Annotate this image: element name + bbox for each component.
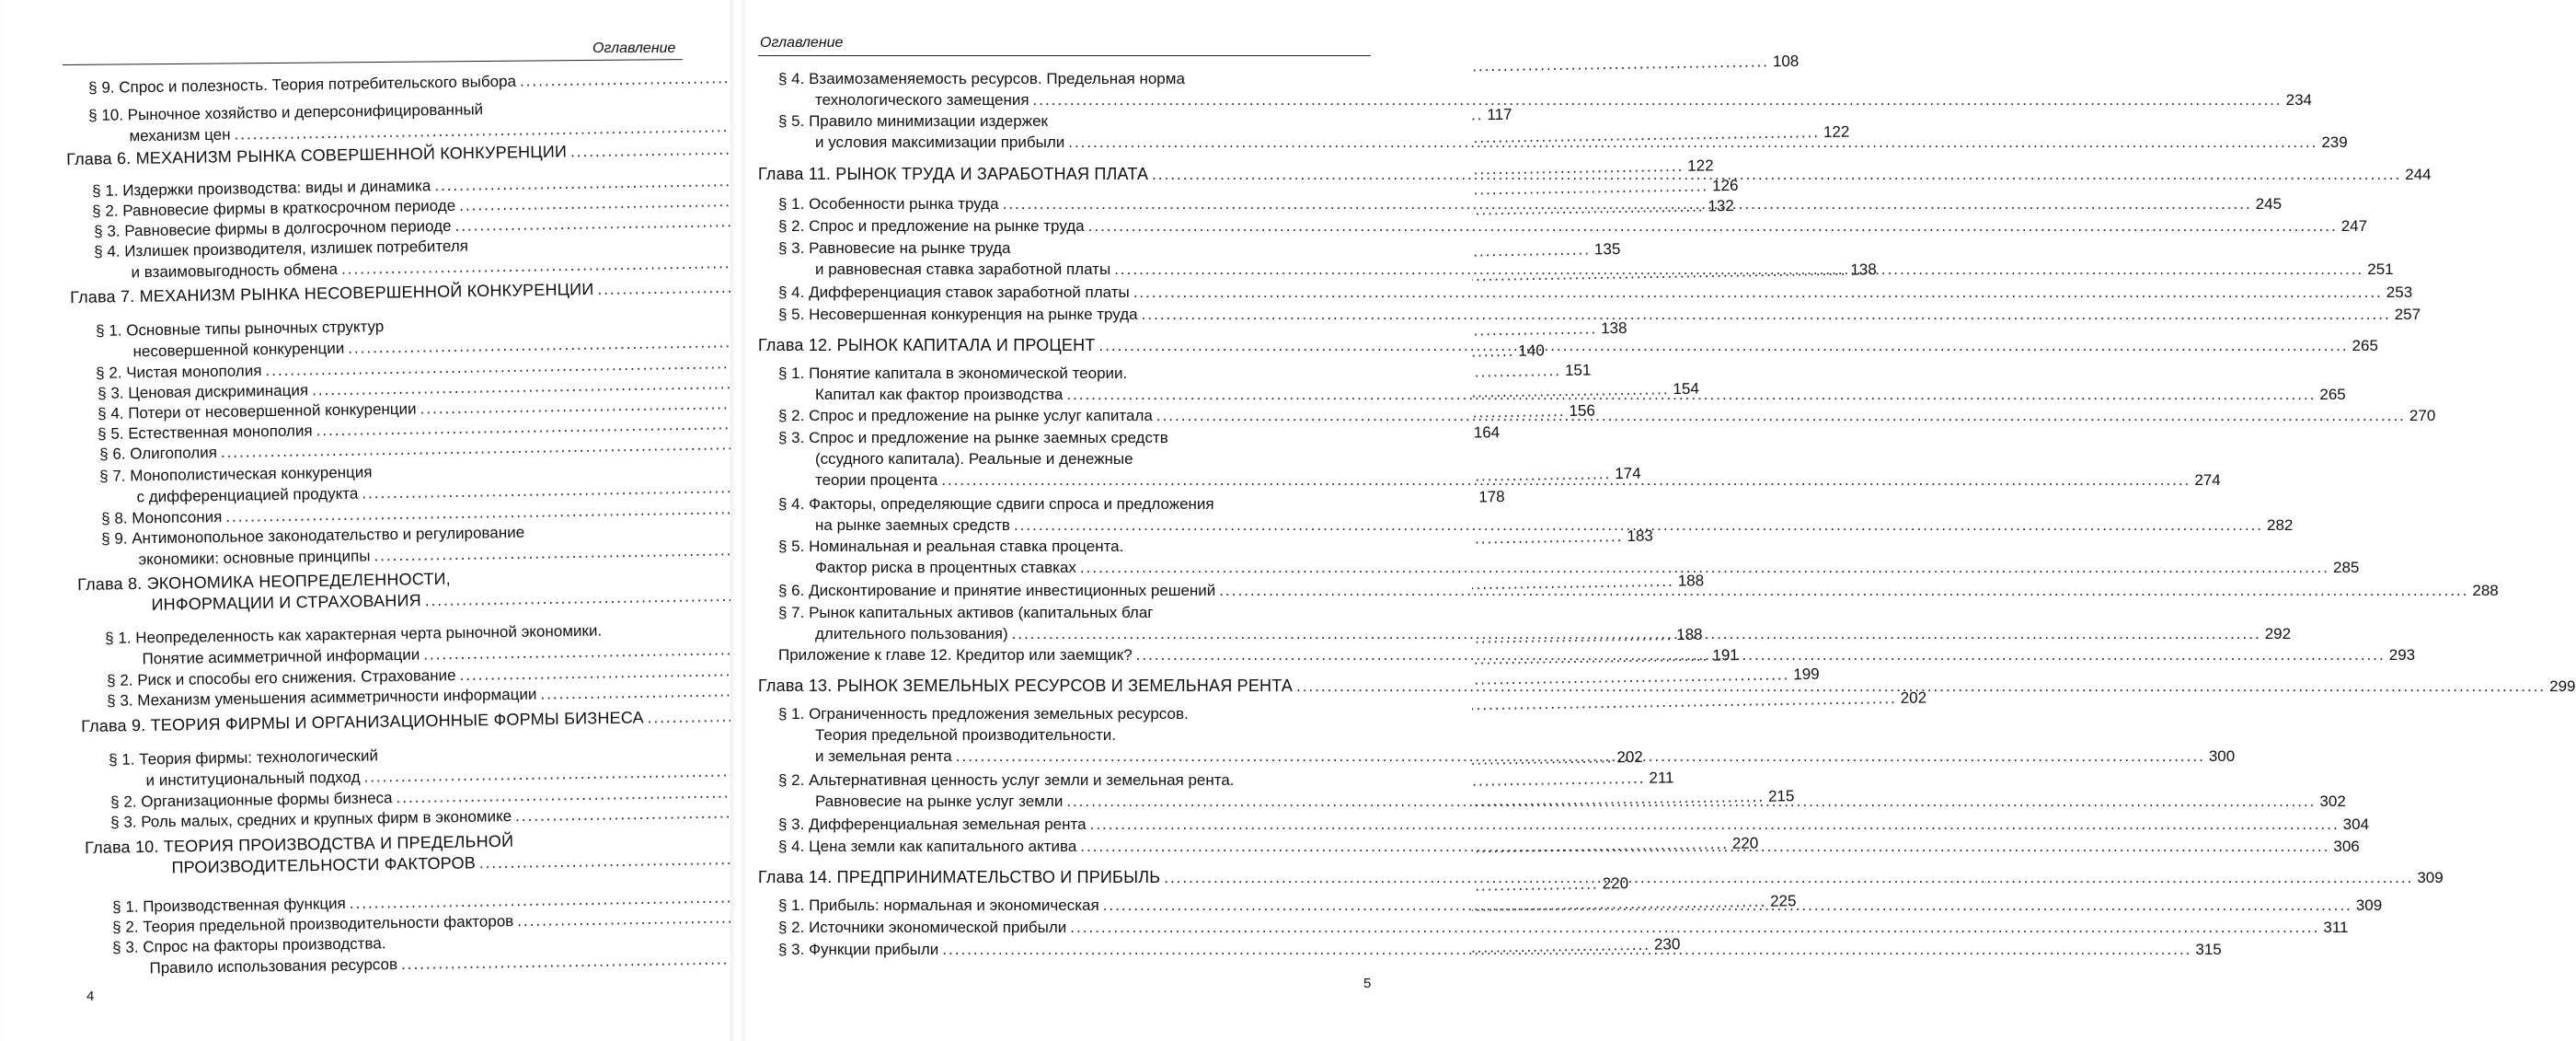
page-ref: 138 <box>1850 260 1877 279</box>
section-title: и условия максимизации прибыли <box>815 133 1065 151</box>
chapter-title: Глава 8. ЭКОНОМИКА НЕОПРЕДЕЛЕННОСТИ, <box>77 569 452 594</box>
section-title: технологического замещения <box>815 91 1029 109</box>
toc-section-entry <box>778 917 2349 938</box>
leader-dots <box>1068 133 2317 151</box>
page-ref: 234 <box>2285 91 2312 109</box>
page-ref: 302 <box>2319 792 2346 810</box>
leader-dots <box>1114 260 2363 278</box>
page-ref: 178 <box>1478 488 1505 506</box>
chapter-title: Глава 7. МЕХАНИЗМ РЫНКА НЕСОВЕРШЕННОЙ КОНКУРЕНЦИИ <box>70 280 594 307</box>
section-title: на рынке заемных средств <box>815 516 1010 534</box>
page-ref: 122 <box>1687 156 1714 175</box>
section-title: § 2. Спрос и предложение на рынке услуг капитала <box>778 407 1153 424</box>
page-ref: 315 <box>2195 941 2222 958</box>
page-ref: 274 <box>2194 471 2221 489</box>
page-ref: 156 <box>1569 401 1596 420</box>
section-title: § 9. Спрос и полезность. Теория потребительского выбора <box>88 72 517 97</box>
section-title: § 3. Спрос и предложение на рынке заемных средств <box>778 429 1168 446</box>
running-head: Оглавление <box>760 35 844 51</box>
section-title: § 1. Издержки производства: виды и динамика <box>92 177 431 200</box>
page-ref: 138 <box>1600 318 1627 338</box>
page-ref: 154 <box>1673 379 1699 399</box>
section-title: § 2. Организационные формы бизнеса <box>110 789 393 811</box>
leader-dots <box>1080 559 2329 576</box>
page-ref: 311 <box>2323 919 2349 936</box>
toc-section-entry <box>778 215 2368 237</box>
section-title: § 4. Излишек производителя, излишек потребителя <box>94 237 469 260</box>
leader-dots <box>1070 919 2319 936</box>
section-title: § 2. Спрос и предложение на рынке труда <box>778 217 1085 235</box>
section-title: и земельная рента <box>815 747 952 765</box>
page-ref: 220 <box>1602 874 1629 893</box>
section-title: § 5. Несовершенная конкуренция на рынке труда <box>778 306 1138 323</box>
leader-dots <box>1066 386 2316 403</box>
leader-dots <box>956 747 2205 765</box>
section-title: § 8. Монопсония <box>101 507 223 527</box>
section-title: § 3. Ценовая дискриминация <box>98 381 309 402</box>
section-title: § 2. Риск и способы его снижения. Страхование <box>107 666 456 689</box>
section-title: Приложение к главе 12. Кредитор или заемщик? <box>778 646 1133 664</box>
section-title: и взаимовыгодность обмена <box>131 260 339 282</box>
page-ref: 247 <box>2340 217 2368 235</box>
section-title: Фактор риска в процентных ставках <box>815 559 1076 576</box>
chapter-title: Глава 11. РЫНОК ТРУДА И ЗАРАБОТНАЯ ПЛАТА <box>758 165 1149 183</box>
section-title: § 6. Дисконтирование и принятие инвестиционных решений <box>778 582 1216 599</box>
section-title: длительного пользования) <box>815 625 1008 642</box>
page-ref: 306 <box>2333 838 2360 855</box>
toc-section-entry <box>778 68 2312 110</box>
chapter-title: ИНФОРМАЦИИ И СТРАХОВАНИЯ <box>151 591 421 614</box>
section-title: § 1. Теория фирмы: технологический <box>109 746 379 769</box>
page-ref: 122 <box>1823 122 1850 141</box>
section-title: механизм цен <box>129 125 231 145</box>
section-title: с дифференциацией продукта <box>136 484 359 506</box>
page-ref: 211 <box>1649 769 1674 787</box>
section-title: § 3. Механизм уменьшения асимметричности информации <box>107 685 537 710</box>
page-ref: 151 <box>1564 361 1592 379</box>
section-title: § 6. Олигополия <box>99 443 218 463</box>
section-title: § 9. Антимонопольное законодательство и регулирование <box>101 523 525 548</box>
chapter-title: Глава 10. ТЕОРИЯ ПРОИЗВОДСТВА И ПРЕДЕЛЬНОЙ <box>85 831 514 857</box>
section-title: § 1. Понятие капитала в экономической теории. <box>778 364 1128 382</box>
page-ref: 309 <box>2417 869 2444 886</box>
section-title: § 5. Естественная монополия <box>98 422 313 443</box>
toc-section-entry <box>778 304 2421 325</box>
page-ref: 253 <box>2386 283 2413 301</box>
leader-dots <box>1152 166 2401 183</box>
section-title: § 1. Основные типы рыночных структур <box>96 318 385 340</box>
section-title: § 3. Роль малых, средних и крупных фирм в экономике <box>110 807 512 831</box>
section-title: экономики: основные принципы <box>138 547 371 569</box>
page-ref: 164 <box>1473 423 1501 442</box>
page-ref: 108 <box>1772 52 1800 71</box>
page-ref: 199 <box>1793 665 1820 684</box>
section-title: § 7. Рынок капитальных активов (капитальных благ <box>778 604 1154 621</box>
page-ref: 126 <box>1711 176 1739 195</box>
section-title: § 2. Альтернативная ценность услуг земли и земельная рента. <box>778 771 1235 789</box>
section-title: § 2. Чистая монополия <box>96 362 262 382</box>
section-title: несовершенной конкуренции <box>132 339 345 361</box>
chapter-title: Глава 12. РЫНОК КАПИТАЛА И ПРОЦЕНТ <box>758 336 1096 354</box>
leader-dots <box>1014 516 2263 534</box>
page-ref: 293 <box>2388 646 2416 664</box>
section-title: § 4. Факторы, определяющие сдвиги спроса и предложения <box>778 495 1214 513</box>
page-ref: 304 <box>2342 815 2370 833</box>
leader-dots <box>1133 283 2383 301</box>
section-title: § 2. Теория предельной производительности факторов <box>112 912 514 936</box>
section-title: § 1. Производственная функция <box>112 895 346 916</box>
leader-dots <box>942 941 2191 958</box>
chapter-title: Глава 6. МЕХАНИЗМ РЫНКА СОВЕРШЕННОЙ КОНКУРЕНЦИИ <box>66 142 568 168</box>
page-number: 5 <box>1363 976 1372 991</box>
page-ref: 292 <box>2264 625 2292 642</box>
page-ref: 188 <box>1677 572 1705 590</box>
page-ref: 251 <box>2367 260 2394 278</box>
leader-dots <box>1033 91 2283 109</box>
toc-chapter-entry <box>758 676 2576 697</box>
section-title: § 4. Цена земли как капитального актива <box>778 838 1077 855</box>
page-ref: 309 <box>2355 896 2383 914</box>
page-ref: 299 <box>2549 677 2576 695</box>
section-title: § 10. Рыночное хозяйство и деперсонифицированный <box>88 100 484 124</box>
page-ref: 265 <box>2319 386 2346 403</box>
leader-dots <box>941 471 2191 489</box>
page-ref: 288 <box>2472 582 2499 599</box>
section-title: § 4. Взаимозаменяемость ресурсов. Предельная норма <box>778 70 1185 87</box>
leader-dots <box>1296 677 2546 695</box>
page-ref: 202 <box>1616 747 1643 767</box>
section-title: § 2. Равновесие фирмы в краткосрочном периоде <box>92 196 456 220</box>
toc-section-entry <box>778 814 2370 835</box>
page-ref: 132 <box>1708 196 1734 215</box>
section-title: Равновесие на рынке услуг земли <box>815 792 1064 810</box>
leader-dots <box>1012 625 2261 642</box>
page-ref: 257 <box>2394 306 2421 323</box>
section-title: § 1. Прибыль: нормальная и экономическая <box>778 896 1099 914</box>
leader-dots <box>1090 815 2340 833</box>
leader-dots <box>1098 337 2348 354</box>
leader-dots <box>1136 646 2386 664</box>
section-title: § 1. Ограниченность предложения земельных ресурсов. <box>778 705 1189 723</box>
page-ref: 265 <box>2352 337 2378 354</box>
section-title: § 4. Дифференциация ставок заработной платы <box>778 283 1130 301</box>
section-title: § 3. Спрос на факторы производства. <box>112 934 386 956</box>
leader-dots <box>1003 195 2252 213</box>
page-ref: 117 <box>1487 105 1512 124</box>
section-title: Правило использования ресурсов <box>149 955 398 977</box>
page-ref: 191 <box>1712 646 1739 665</box>
toc-section-entry <box>778 536 2360 578</box>
section-title: § 7. Монополистическая конкуренция <box>99 463 373 485</box>
page-ref: 300 <box>2208 747 2236 765</box>
page-ref: 245 <box>2255 195 2283 213</box>
page-ref: 183 <box>1627 526 1653 545</box>
leader-dots <box>1156 407 2406 424</box>
page-ref: 230 <box>1653 935 1681 954</box>
toc-section-entry <box>778 282 2413 303</box>
section-title: § 1. Неопределенность как характерная черта рыночной экономики. <box>105 621 603 647</box>
page-ref: 220 <box>1731 834 1759 852</box>
page-ref: 202 <box>1900 688 1927 707</box>
chapter-title: Глава 13. РЫНОК ЗЕМЕЛЬНЫХ РЕСУРСОВ И ЗЕМЕЛЬНАЯ РЕНТА <box>758 677 1294 695</box>
leader-dots <box>1066 792 2316 810</box>
leader-dots <box>1219 582 2468 599</box>
page-ref: 140 <box>1518 341 1545 360</box>
section-title: Понятие асимметричной информации <box>142 645 420 668</box>
section-title: § 2. Источники экономической прибыли <box>778 919 1067 936</box>
section-title: и равновесная ставка заработной платы <box>815 260 1111 278</box>
section-title: § 3. Функции прибыли <box>778 941 939 958</box>
page-ref: 174 <box>1615 464 1641 483</box>
leader-dots <box>1080 838 2329 855</box>
section-title: § 5. Номинальная и реальная ставка процента. <box>778 538 1124 555</box>
section-title: (ссудного капитала). Реальные и денежные <box>815 450 1133 468</box>
page-ref: 215 <box>1767 787 1795 805</box>
page-ref: 282 <box>2267 516 2294 534</box>
book-gutter <box>730 0 745 1041</box>
page-ref: 239 <box>2321 133 2348 151</box>
section-title: § 1. Особенности рынка труда <box>778 195 999 213</box>
section-title: и институциональный подход <box>145 768 361 790</box>
page-ref: 244 <box>2405 166 2432 183</box>
page-ref: 135 <box>1593 239 1621 259</box>
page-ref: 270 <box>2409 407 2436 424</box>
chapter-title: Глава 14. ПРЕДПРИНИМАТЕЛЬСТВО И ПРИБЫЛЬ <box>758 868 1161 886</box>
section-title: § 4. Потери от несовершенной конкуренции <box>98 399 417 422</box>
running-head: Оглавление <box>592 40 676 56</box>
section-title: теории процента <box>815 471 938 489</box>
page-ref: 225 <box>1769 892 1797 910</box>
chapter-title: Глава 9. ТЕОРИЯ ФИРМЫ И ОРГАНИЗАЦИОННЫЕ ФОРМЫ БИЗНЕСА <box>81 708 644 735</box>
section-title: Теория предельной производительности. <box>815 726 1116 744</box>
leader-dots <box>1164 869 2413 886</box>
leader-dots <box>1088 217 2338 235</box>
page-number: 4 <box>86 989 95 1004</box>
leader-dots <box>1103 896 2352 914</box>
section-title: § 3. Равновесие на рынке труда <box>778 239 1011 257</box>
section-title: § 3. Равновесие фирмы в долгосрочном периоде <box>94 216 452 240</box>
page-ref: 188 <box>1676 625 1703 644</box>
section-title: § 3. Дифференциальная земельная рента <box>778 815 1087 833</box>
page-ref: 285 <box>2332 559 2360 576</box>
leader-dots <box>1142 306 2391 323</box>
section-title: § 5. Правило минимизации издержек <box>778 112 1048 130</box>
chapter-title: ПРОИЗВОДИТЕЛЬНОСТИ ФАКТОРОВ <box>171 853 477 877</box>
section-title: Капитал как фактор производства <box>815 386 1064 403</box>
